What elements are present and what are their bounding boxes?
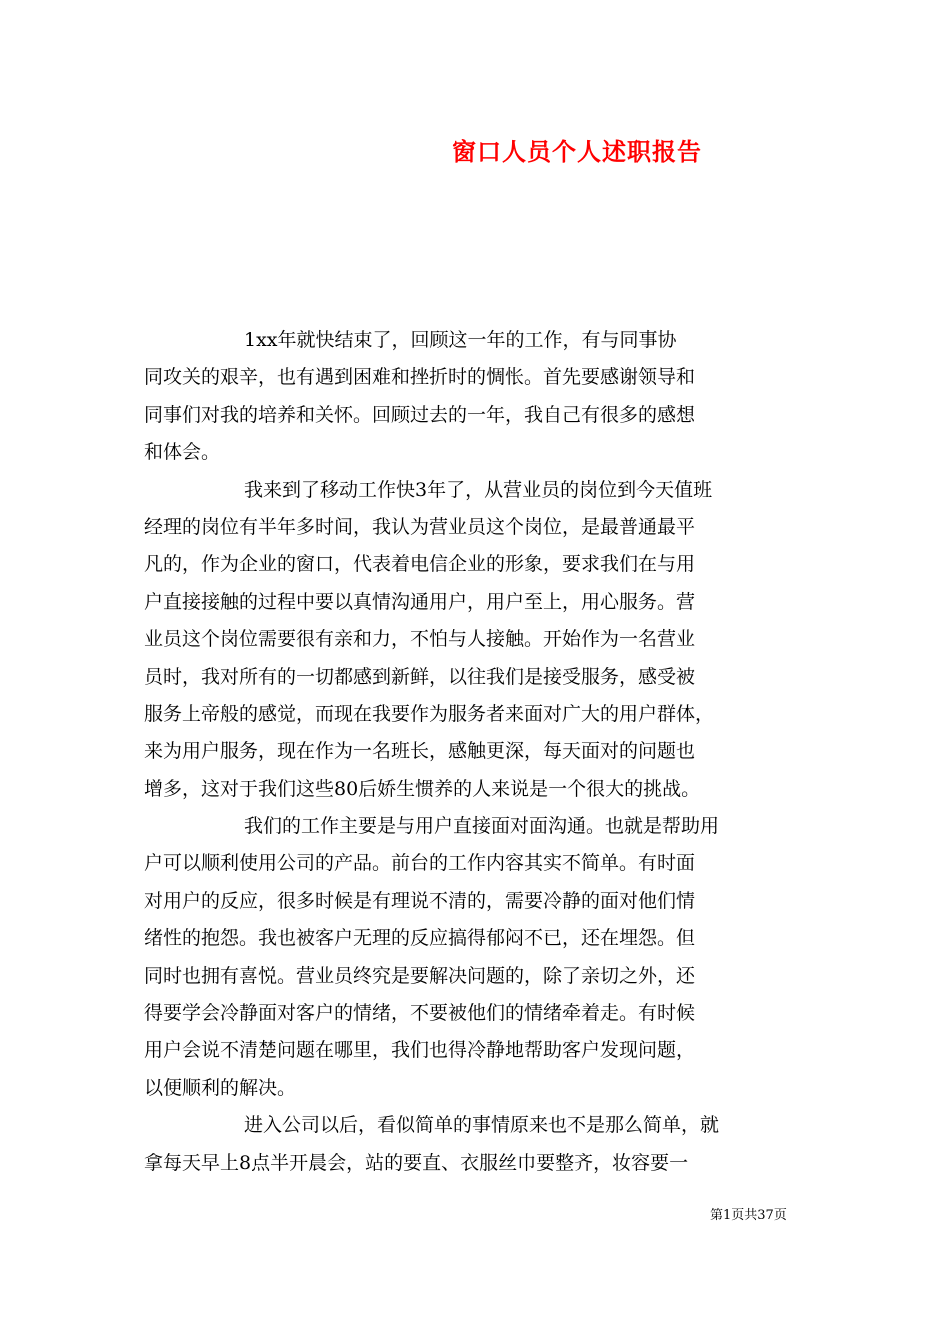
paragraph-line: 户直接接触的过程中要以真情沟通用户，用户至上，用心服务。营: [144, 590, 696, 613]
paragraph-line: 得要学会冷静面对客户的情绪，不要被他们的情绪牵着走。有时候: [144, 1002, 696, 1025]
paragraph-line: 进入公司以后，看似简单的事情原来也不是那么简单，就: [244, 1114, 720, 1137]
paragraph-line: 增多，这对于我们这些80后娇生惯养的人来说是一个很大的挑战。: [144, 777, 701, 800]
paragraph-line: 业员这个岗位需要很有亲和力，不怕与人接触。开始作为一名营业: [144, 628, 696, 651]
paragraph-line: 凡的，作为企业的窗口，代表着电信企业的形象，要求我们在与用: [144, 553, 696, 576]
document-body: [144, 322, 808, 1182]
paragraph-line: 我来到了移动工作快3年了，从营业员的岗位到今天值班: [244, 478, 713, 501]
paragraph-line: 经理的岗位有半年多时间，我认为营业员这个岗位，是最普通最平: [144, 515, 696, 538]
page-number-footer: 第1页共37页: [710, 1208, 787, 1223]
paragraph-line: 1xx年就快结束了，回顾这一年的工作，有与同事协: [244, 329, 677, 351]
paragraph-line: 同时也拥有喜悦。营业员终究是要解决问题的，除了亲切之外，还: [144, 964, 696, 987]
paragraph-line: 服务上帝般的感觉，而现在我要作为服务者来面对广大的用户群体，: [144, 702, 715, 725]
paragraph-line: 来为用户服务，现在作为一名班长，感触更深，每天面对的问题也: [144, 740, 696, 763]
paragraph-line: 以便顺利的解决。: [144, 1076, 297, 1099]
paragraph-line: 对用户的反应，很多时候是有理说不清的，需要冷静的面对他们情: [144, 889, 696, 912]
document-title: 窗口人员个人述职报告: [452, 137, 702, 166]
paragraph-line: 绪性的抱怨。我也被客户无理的反应搞得郁闷不已，还在埋怨。但: [144, 927, 696, 950]
paragraph-line: 员时，我对所有的一切都感到新鲜，以往我们是接受服务，感受被: [144, 665, 696, 688]
paragraph-line: 拿每天早上8点半开晨会，站的要直、衣服丝巾要整齐，妆容要一: [144, 1151, 689, 1174]
paragraph-line: 同事们对我的培养和关怀。回顾过去的一年，我自己有很多的感想: [144, 403, 696, 426]
paragraph-line: 和体会。: [144, 441, 221, 464]
paragraph-line: 用户会说不清楚问题在哪里，我们也得冷静地帮助客户发现问题，: [144, 1039, 696, 1062]
paragraph-line: 我们的工作主要是与用户直接面对面沟通。也就是帮助用: [244, 815, 720, 838]
paragraph-line: 同攻关的艰辛，也有遇到困难和挫折时的惆怅。首先要感谢领导和: [144, 366, 696, 389]
paragraph-line: 户可以顺利使用公司的产品。前台的工作内容其实不简单。有时面: [144, 852, 696, 875]
